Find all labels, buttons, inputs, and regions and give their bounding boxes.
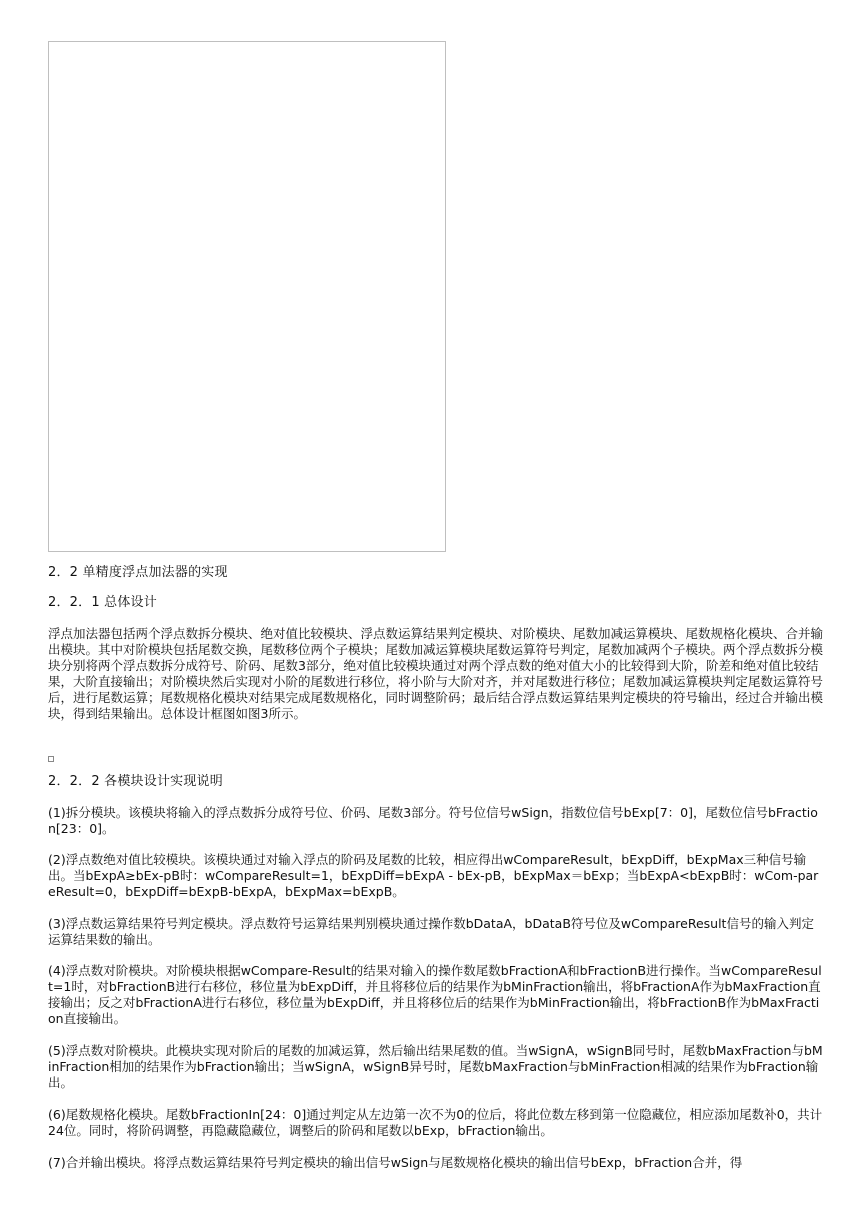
module-item-5: (5)浮点数对阶模块。此模块实现对阶后的尾数的加减运算，然后输出结果尾数的值。当wSignA，wSignB同号时，尾数bMaxFraction与bMinFraction相加的结果作为bFraction输出；当wSignA，wSignB异号时，尾数bMaxFraction与bMinFraction相减的结果作为bFraction输出。 bbox=[48, 1043, 823, 1090]
broken-image-icon bbox=[48, 756, 54, 762]
module-item-6: (6)尾数规格化模块。尾数bFractionIn[24：0]通过判定从左边第一次不为0的位后，将此位数左移到第一位隐藏位，相应添加尾数补0，共计24位。同时，将阶码调整，再隐藏隐藏位，调整后的阶码和尾数以bExp，bFraction输出。 bbox=[48, 1107, 823, 1138]
module-item-2: (2)浮点数绝对值比较模块。该模块通过对输入浮点的阶码及尾数的比较，相应得出wCompareResult，bExpDiff，bExpMax三种信号输出。当bExpA≥bEx-pB时：wCompareResult=1，bExpDiff=bExpA - bEx-pB，bExpMax＝bExp；当bExpA<bExpB时：wCom-pareResult=0，bExpDiff=bExpB-bExpA，bExpMax=bExpB。 bbox=[48, 852, 819, 899]
module-item-3: (3)浮点数运算结果符号判定模块。浮点数符号运算结果判别模块通过操作数bDataA，bDataB符号位及wCompareResult信号的输入判定运算结果数的输出。 bbox=[48, 916, 814, 947]
module-item-1: (1)拆分模块。该模块将输入的浮点数拆分成符号位、价码、尾数3部分。符号位信号wSign，指数位信号bExp[7：0]，尾数位信号bFraction[23：0]。 bbox=[48, 805, 818, 836]
module-item-7: (7)合并输出模块。将浮点数运算结果符号判定模块的输出信号wSign与尾数规格化模块的输出信号bExp，bFraction合并，得 bbox=[48, 1155, 743, 1170]
module-item-4: (4)浮点数对阶模块。对阶模块根据wCompare-Result的结果对输入的操作数尾数bFractionA和bFractionB进行操作。当wCompareResult=1时，对bFractionB进行右移位，移位量为bExpDiff，并且将移位后的结果作为bMinFraction输出，将bFractionA作为bMaxFraction直接输出；反之对bFractionA进行右移位，移位量为bExpDiff，并且将移位后的结果作为bMinFraction输出，将bFractionB作为bMaxFraction直接输出。 bbox=[48, 963, 822, 1026]
overall-design-paragraph: 浮点加法器包括两个浮点数拆分模块、绝对值比较模块、浮点数运算结果判定模块、对阶模块、尾数加减运算模块、尾数规格化模块、合并输出模块。其中对阶模块包括尾数交换，尾数移位两个子模块；尾数加减运算模块尾数运算符号判定，尾数加减两个子模块。两个浮点数拆分模块分别将两个浮点数拆分成符号、阶码、尾数3部分，绝对值比较模块通过对两个浮点数的绝对值大小的比较得到大阶，阶差和绝对值比较结果，大阶直接输出；对阶模块然后实现对小阶的尾数进行移位，将小阶与大阶对齐，并对尾数进行移位；尾数加减运算模块判定尾数运算符号后，进行尾数运算；尾数规格化模块对结果完成尾数规格化，同时调整阶码；最后结合浮点数运算结果判定模块的符号输出，经过合并输出模块，得到结果输出。总体设计框图如图3所示。 bbox=[48, 626, 824, 721]
section-heading-2-2-2: 2．2．2 各模块设计实现说明 bbox=[48, 774, 223, 789]
figure-placeholder bbox=[48, 41, 446, 552]
section-heading-2-2-1: 2．2．1 总体设计 bbox=[48, 595, 157, 610]
section-heading-2-2: 2．2 单精度浮点加法器的实现 bbox=[48, 565, 228, 580]
